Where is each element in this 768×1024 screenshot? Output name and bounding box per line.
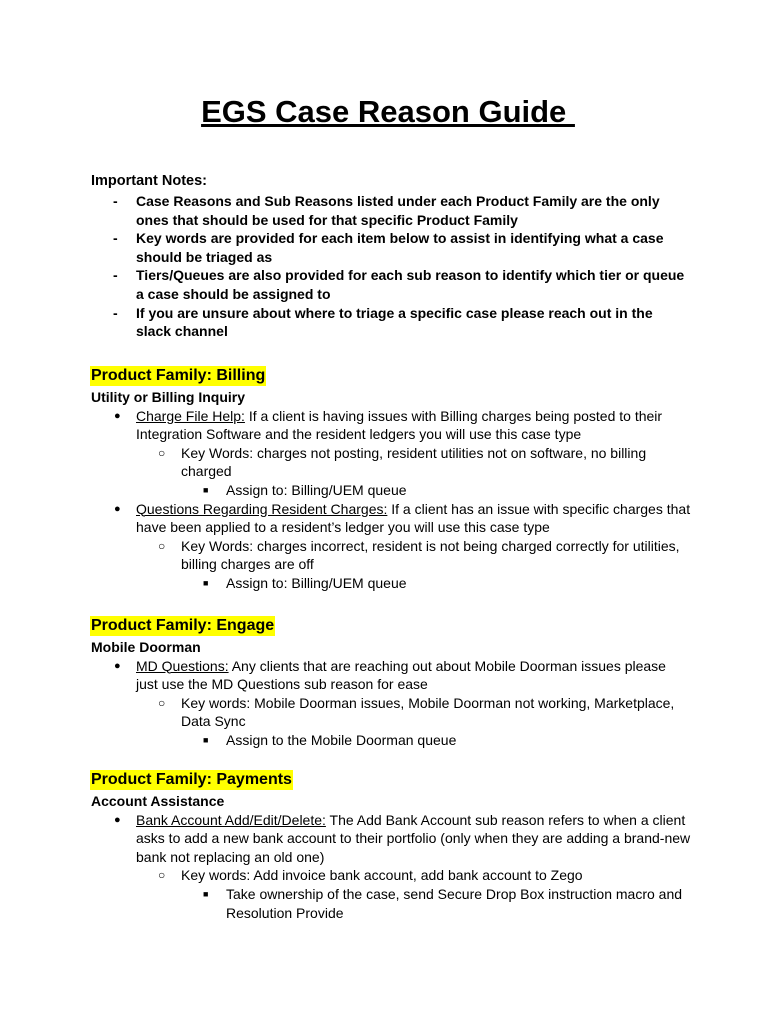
assign-text: Assign to the Mobile Doorman queue	[226, 731, 457, 748]
circle-marker: ○	[158, 695, 166, 710]
sub-reason-name: Questions Regarding Resident Charges:	[136, 500, 388, 517]
sub-reason-item	[91, 657, 691, 694]
product-family-heading: Product Family: Billing	[91, 367, 266, 384]
keywords-text: Key Words: charges incorrect, resident is not being charged correctly for utilities, billing charges are off	[181, 537, 680, 573]
square-marker: ■	[203, 577, 209, 588]
category-heading: Account Assistance	[91, 793, 225, 809]
square-marker: ■	[203, 734, 209, 745]
important-notes-heading: Important Notes:	[91, 173, 207, 189]
sub-reason-description: If a client is having issues with Billing charges being posted to their Integration Software and the resident ledgers you will use this case type	[136, 407, 663, 443]
engage-section	[91, 616, 691, 750]
assign-text: Take ownership of the case, send Secure Drop Box instruction macro and Resolution Provide	[226, 885, 683, 921]
sub-reason-description: If a client has an issue with specific charges that have been applied to a resident’s ledger you will use this case type	[136, 500, 691, 536]
keywords-text: Key words: Add invoice bank account, add bank account to Zego	[181, 867, 583, 884]
keywords-text: Key Words: charges not posting, resident utilities not on software, no billing charged	[181, 444, 647, 480]
keywords-item	[91, 866, 691, 885]
assign-text: Assign to: Billing/UEM queue	[226, 481, 407, 498]
category-heading: Mobile Doorman	[91, 639, 201, 655]
product-family-heading: Product Family: Engage	[91, 617, 275, 634]
assign-item	[91, 574, 691, 593]
assign-item	[91, 885, 691, 922]
note-text: Case Reasons and Sub Reasons listed under each Product Family are the only ones that should be used for that specific Product Family	[136, 193, 660, 228]
note-item	[91, 266, 691, 303]
dash-marker: -	[113, 304, 118, 321]
category-heading: Utility or Billing Inquiry	[91, 389, 245, 405]
page-title: EGS Case Reason Guide	[201, 94, 575, 129]
dash-marker: -	[113, 193, 118, 209]
sub-reason-description: Any clients that are reaching out about Mobile Doorman issues please just use the MD Questions sub reason for ease	[136, 657, 666, 693]
sub-reason-item	[91, 811, 691, 867]
circle-marker: ○	[158, 445, 166, 460]
square-marker: ■	[203, 484, 209, 495]
note-item	[91, 192, 691, 229]
assign-item	[91, 481, 691, 500]
payments-section	[91, 770, 691, 922]
important-notes-list	[91, 192, 691, 341]
note-text: If you are unsure about where to triage a specific case please reach out in the slack channel	[136, 304, 653, 340]
assign-item	[91, 731, 691, 750]
bullet-marker: ●	[114, 659, 121, 672]
product-family-heading: Product Family: Payments	[91, 771, 292, 788]
bullet-marker: ●	[114, 409, 121, 422]
keywords-text: Key words: Mobile Doorman issues, Mobile Doorman not working, Marketplace, Data Sync	[181, 694, 675, 730]
bullet-marker: ●	[114, 813, 121, 826]
sub-reason-name: MD Questions:	[136, 657, 229, 674]
sub-reason-name: Bank Account Add/Edit/Delete:	[136, 811, 326, 828]
keywords-item	[91, 537, 691, 574]
dash-marker: -	[113, 230, 118, 247]
square-marker: ■	[203, 888, 209, 899]
sub-reason-item	[91, 407, 691, 444]
note-item	[91, 304, 691, 341]
sub-reason-description: The Add Bank Account sub reason refers to when a client asks to add a new bank account to their portfolio (only when they are adding a brand-new bank not replacing an old one)	[136, 811, 691, 865]
sub-reason-item	[91, 500, 691, 537]
keywords-item	[91, 444, 691, 481]
circle-marker: ○	[158, 538, 166, 553]
keywords-item	[91, 694, 691, 731]
circle-marker: ○	[158, 868, 166, 883]
sub-reason-name: Charge File Help:	[136, 407, 245, 424]
note-text: Key words are provided for each item below to assist in identifying what a case should be triaged as	[136, 230, 664, 265]
assign-text: Assign to: Billing/UEM queue	[226, 574, 407, 591]
billing-section	[91, 366, 691, 593]
note-text: Tiers/Queues are also provided for each sub reason to identify which tier or queue a case should be assigned to	[136, 267, 685, 302]
bullet-marker: ●	[114, 502, 121, 515]
note-item	[91, 229, 691, 266]
dash-marker: -	[113, 267, 118, 284]
